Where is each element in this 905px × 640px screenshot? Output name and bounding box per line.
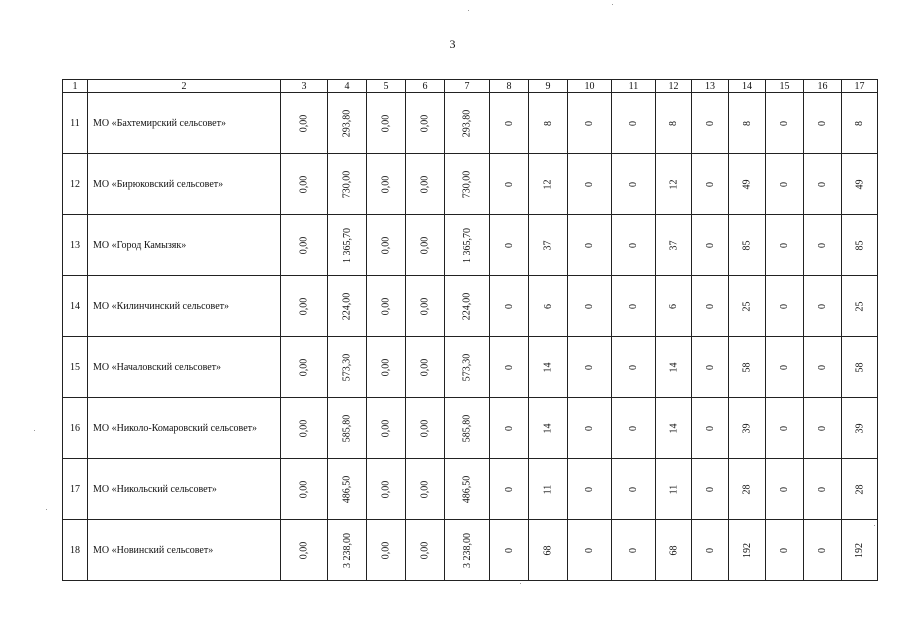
cell-value: 8 [542,120,554,126]
value-cell [406,276,445,337]
cell-value: 3 238,00 [461,532,473,568]
row-number: 14 [63,276,88,337]
value-cell [406,398,445,459]
cell-value: 11 [542,484,554,494]
cell-value: 1 365,70 [461,227,473,263]
value-cell [281,215,328,276]
value-cell [656,337,692,398]
cell-value: 730,00 [461,170,473,198]
value-cell [529,337,568,398]
value-cell [804,337,842,398]
cell-value: 0 [584,303,595,309]
value-cell [656,276,692,337]
cell-value: 12 [542,179,554,189]
cell-value: 0 [584,120,595,126]
cell-value: 0 [817,242,828,248]
cell-value: 0 [584,547,595,553]
value-cell [406,154,445,215]
table-row [63,154,878,215]
value-cell [842,93,878,154]
cell-value: 0,00 [419,541,431,559]
value-cell [692,154,729,215]
cell-value: 0 [817,364,828,370]
cell-value: 28 [741,484,753,494]
value-cell [490,398,529,459]
column-header: 8 [490,80,529,93]
value-cell [692,520,729,581]
value-cell [568,459,612,520]
cell-value: 0 [628,547,639,553]
cell-value: 6 [668,303,679,309]
value-cell [612,398,656,459]
value-cell [490,459,529,520]
cell-value: 0 [704,486,716,492]
cell-value: 1 365,70 [341,227,353,263]
cell-value: 0 [503,181,515,187]
value-cell [804,520,842,581]
cell-value: 0,00 [298,297,310,315]
column-header: 10 [568,80,612,93]
row-number: 13 [63,215,88,276]
value-cell [656,154,692,215]
value-cell [842,276,878,337]
column-header: 13 [692,80,729,93]
cell-value: 49 [854,179,865,189]
column-header: 15 [766,80,804,93]
cell-value: 0,00 [298,541,310,559]
column-header: 11 [612,80,656,93]
cell-value: 0 [779,120,790,126]
cell-value: 0,00 [380,419,392,437]
cell-value: 0,00 [380,541,392,559]
column-header: 3 [281,80,328,93]
cell-value: 0 [704,242,716,248]
value-cell [568,93,612,154]
cell-value: 0 [503,425,515,431]
cell-value: 0 [704,181,716,187]
value-cell [529,215,568,276]
value-cell [692,276,729,337]
cell-value: 0 [817,303,828,309]
value-cell [612,520,656,581]
value-cell [842,520,878,581]
cell-value: 0 [704,303,716,309]
cell-value: 14 [668,423,679,433]
value-cell [281,398,328,459]
table-header-row [63,80,878,93]
cell-value: 3 238,00 [341,532,353,568]
value-cell [367,520,406,581]
cell-value: 0 [779,364,790,370]
column-header: 17 [842,80,878,93]
cell-value: 0 [704,425,716,431]
value-cell [328,398,367,459]
cell-value: 0 [584,181,595,187]
cell-value: 0 [628,303,639,309]
cell-value: 0,00 [380,236,392,254]
cell-value: 0 [503,364,515,370]
page-number: 3 [449,37,456,51]
cell-value: 0,00 [380,358,392,376]
value-cell [281,154,328,215]
row-number: 11 [63,93,88,154]
cell-value: 0 [704,120,716,126]
value-cell [656,215,692,276]
value-cell [568,215,612,276]
value-cell [612,93,656,154]
cell-value: 0 [503,303,515,309]
cell-value: 0,00 [419,236,431,254]
value-cell [729,276,766,337]
row-number: 17 [63,459,88,520]
value-cell [656,459,692,520]
value-cell [490,154,529,215]
value-cell [367,459,406,520]
value-cell [568,520,612,581]
cell-value: 192 [741,542,753,558]
cell-value: 0,00 [419,480,431,498]
cell-value: 68 [542,545,554,555]
value-cell [445,398,490,459]
value-cell [490,93,529,154]
value-cell [766,398,804,459]
cell-value: 37 [542,240,554,250]
value-cell [445,520,490,581]
value-cell [367,276,406,337]
value-cell [729,154,766,215]
cell-value: 12 [668,179,679,189]
value-cell [729,93,766,154]
cell-value: 585,80 [461,414,473,442]
cell-value: 28 [854,484,865,494]
cell-value: 0 [817,486,828,492]
municipality-name: МО «Бирюковский сельсовет» [88,154,281,215]
cell-value: 39 [741,423,753,433]
value-cell [804,93,842,154]
value-cell [804,276,842,337]
value-cell [656,93,692,154]
value-cell [804,154,842,215]
value-cell [692,93,729,154]
value-cell [328,93,367,154]
value-cell [367,215,406,276]
value-cell [328,276,367,337]
cell-value: 0 [503,120,515,126]
cell-value: 85 [741,240,753,250]
cell-value: 0 [628,425,639,431]
value-cell [328,154,367,215]
cell-value: 730,00 [341,170,353,198]
value-cell [692,337,729,398]
cell-value: 0,00 [298,114,310,132]
column-header: 1 [63,80,88,93]
cell-value: 0,00 [419,114,431,132]
municipality-name: МО «Новинский сельсовет» [88,520,281,581]
value-cell [445,154,490,215]
cell-value: 0 [779,303,790,309]
value-cell [529,398,568,459]
value-cell [612,276,656,337]
cell-value: 58 [854,362,865,372]
row-number: 18 [63,520,88,581]
cell-value: 11 [667,484,679,494]
column-header: 4 [328,80,367,93]
cell-value: 192 [854,542,865,558]
cell-value: 25 [741,301,753,311]
cell-value: 49 [741,179,753,189]
value-cell [842,154,878,215]
cell-value: 14 [668,362,679,372]
value-cell [692,398,729,459]
column-header: 2 [88,80,281,93]
cell-value: 6 [542,303,554,309]
cell-value: 0 [584,425,595,431]
cell-value: 573,30 [341,353,353,381]
cell-value: 0 [704,547,716,553]
column-header: 5 [367,80,406,93]
value-cell [612,215,656,276]
value-cell [281,520,328,581]
cell-value: 0,00 [380,480,392,498]
value-cell [568,337,612,398]
cell-value: 0,00 [298,236,310,254]
value-cell [842,215,878,276]
table-row [63,398,878,459]
cell-value: 39 [854,423,865,433]
value-cell [842,337,878,398]
cell-value: 0 [779,547,790,553]
value-cell [766,154,804,215]
value-cell [406,215,445,276]
value-cell [529,154,568,215]
cell-value: 0,00 [298,480,310,498]
value-cell [406,459,445,520]
cell-value: 0 [779,242,790,248]
value-cell [766,215,804,276]
municipality-name: МО «Бахтемирский сельсовет» [88,93,281,154]
table-row [63,276,878,337]
value-cell [692,459,729,520]
cell-value: 573,30 [461,353,473,381]
cell-value: 0 [628,242,639,248]
value-cell [842,459,878,520]
value-cell [766,520,804,581]
value-cell [766,93,804,154]
cell-value: 0 [584,486,595,492]
value-cell [804,215,842,276]
cell-value: 0 [584,242,595,248]
table-row [63,337,878,398]
cell-value: 0 [817,547,828,553]
cell-value: 37 [668,240,679,250]
value-cell [529,520,568,581]
value-cell [281,459,328,520]
value-cell [568,154,612,215]
cell-value: 0,00 [298,419,310,437]
value-cell [842,398,878,459]
value-cell [328,337,367,398]
cell-value: 585,80 [341,414,353,442]
value-cell [656,398,692,459]
table-row [63,215,878,276]
value-cell [367,93,406,154]
cell-value: 0,00 [419,358,431,376]
cell-value: 0 [817,120,828,126]
value-cell [445,215,490,276]
cell-value: 486,50 [461,475,473,503]
cell-value: 0 [628,364,639,370]
value-cell [328,459,367,520]
value-cell [367,337,406,398]
cell-value: 224,00 [461,292,473,320]
cell-value: 0 [628,181,639,187]
cell-value: 58 [741,362,753,372]
value-cell [328,215,367,276]
table-row [63,459,878,520]
value-cell [529,459,568,520]
table-row [63,520,878,581]
cell-value: 0 [503,486,515,492]
cell-value: 68 [668,545,679,555]
table-row [63,93,878,154]
value-cell [445,93,490,154]
value-cell [766,459,804,520]
value-cell [445,337,490,398]
column-header: 7 [445,80,490,93]
column-header: 6 [406,80,445,93]
column-header: 14 [729,80,766,93]
municipality-name: МО «Николо-Комаровский сельсовет» [88,398,281,459]
value-cell [490,276,529,337]
municipality-name: МО «Никольский сельсовет» [88,459,281,520]
row-number: 16 [63,398,88,459]
cell-value: 0 [584,364,595,370]
value-cell [804,459,842,520]
value-cell [729,215,766,276]
value-cell [490,520,529,581]
cell-value: 486,50 [341,475,353,503]
cell-value: 0 [779,181,790,187]
value-cell [490,215,529,276]
value-cell [692,215,729,276]
value-cell [729,337,766,398]
value-cell [729,459,766,520]
cell-value: 0,00 [419,175,431,193]
cell-value: 0 [779,425,790,431]
cell-value: 293,80 [341,109,353,137]
cell-value: 0 [817,181,828,187]
value-cell [804,398,842,459]
value-cell [367,154,406,215]
cell-value: 14 [542,423,554,433]
cell-value: 0,00 [419,297,431,315]
cell-value: 0,00 [380,114,392,132]
value-cell [568,276,612,337]
cell-value: 0 [704,364,716,370]
municipality-name: МО «Началовский сельсовет» [88,337,281,398]
column-header: 9 [529,80,568,93]
cell-value: 0 [628,120,639,126]
cell-value: 8 [741,120,753,126]
cell-value: 14 [542,362,554,372]
municipality-name: МО «Килинчинский сельсовет» [88,276,281,337]
value-cell [281,93,328,154]
value-cell [406,93,445,154]
cell-value: 25 [854,301,865,311]
value-cell [766,337,804,398]
value-cell [490,337,529,398]
value-cell [529,276,568,337]
cell-value: 0,00 [298,175,310,193]
value-cell [367,398,406,459]
value-cell [529,93,568,154]
value-cell [656,520,692,581]
cell-value: 8 [668,120,679,126]
cell-value: 224,00 [341,292,353,320]
value-cell [406,520,445,581]
value-cell [729,520,766,581]
value-cell [281,337,328,398]
value-cell [445,459,490,520]
value-cell [406,337,445,398]
value-cell [445,276,490,337]
row-number: 15 [63,337,88,398]
cell-value: 0 [503,547,515,553]
cell-value: 0 [503,242,515,248]
value-cell [612,459,656,520]
cell-value: 0 [628,486,639,492]
column-header: 12 [656,80,692,93]
cell-value: 85 [854,240,865,250]
cell-value: 0,00 [380,297,392,315]
cell-value: 293,80 [461,109,473,137]
cell-value: 8 [854,120,865,126]
cell-value: 0,00 [419,419,431,437]
cell-value: 0 [779,486,790,492]
row-number: 12 [63,154,88,215]
value-cell [328,520,367,581]
cell-value: 0,00 [380,175,392,193]
value-cell [281,276,328,337]
value-cell [612,337,656,398]
value-cell [729,398,766,459]
cell-value: 0 [817,425,828,431]
data-table [62,79,878,581]
cell-value: 0,00 [298,358,310,376]
column-header: 16 [804,80,842,93]
value-cell [568,398,612,459]
value-cell [766,276,804,337]
value-cell [612,154,656,215]
municipality-name: МО «Город Камызяк» [88,215,281,276]
